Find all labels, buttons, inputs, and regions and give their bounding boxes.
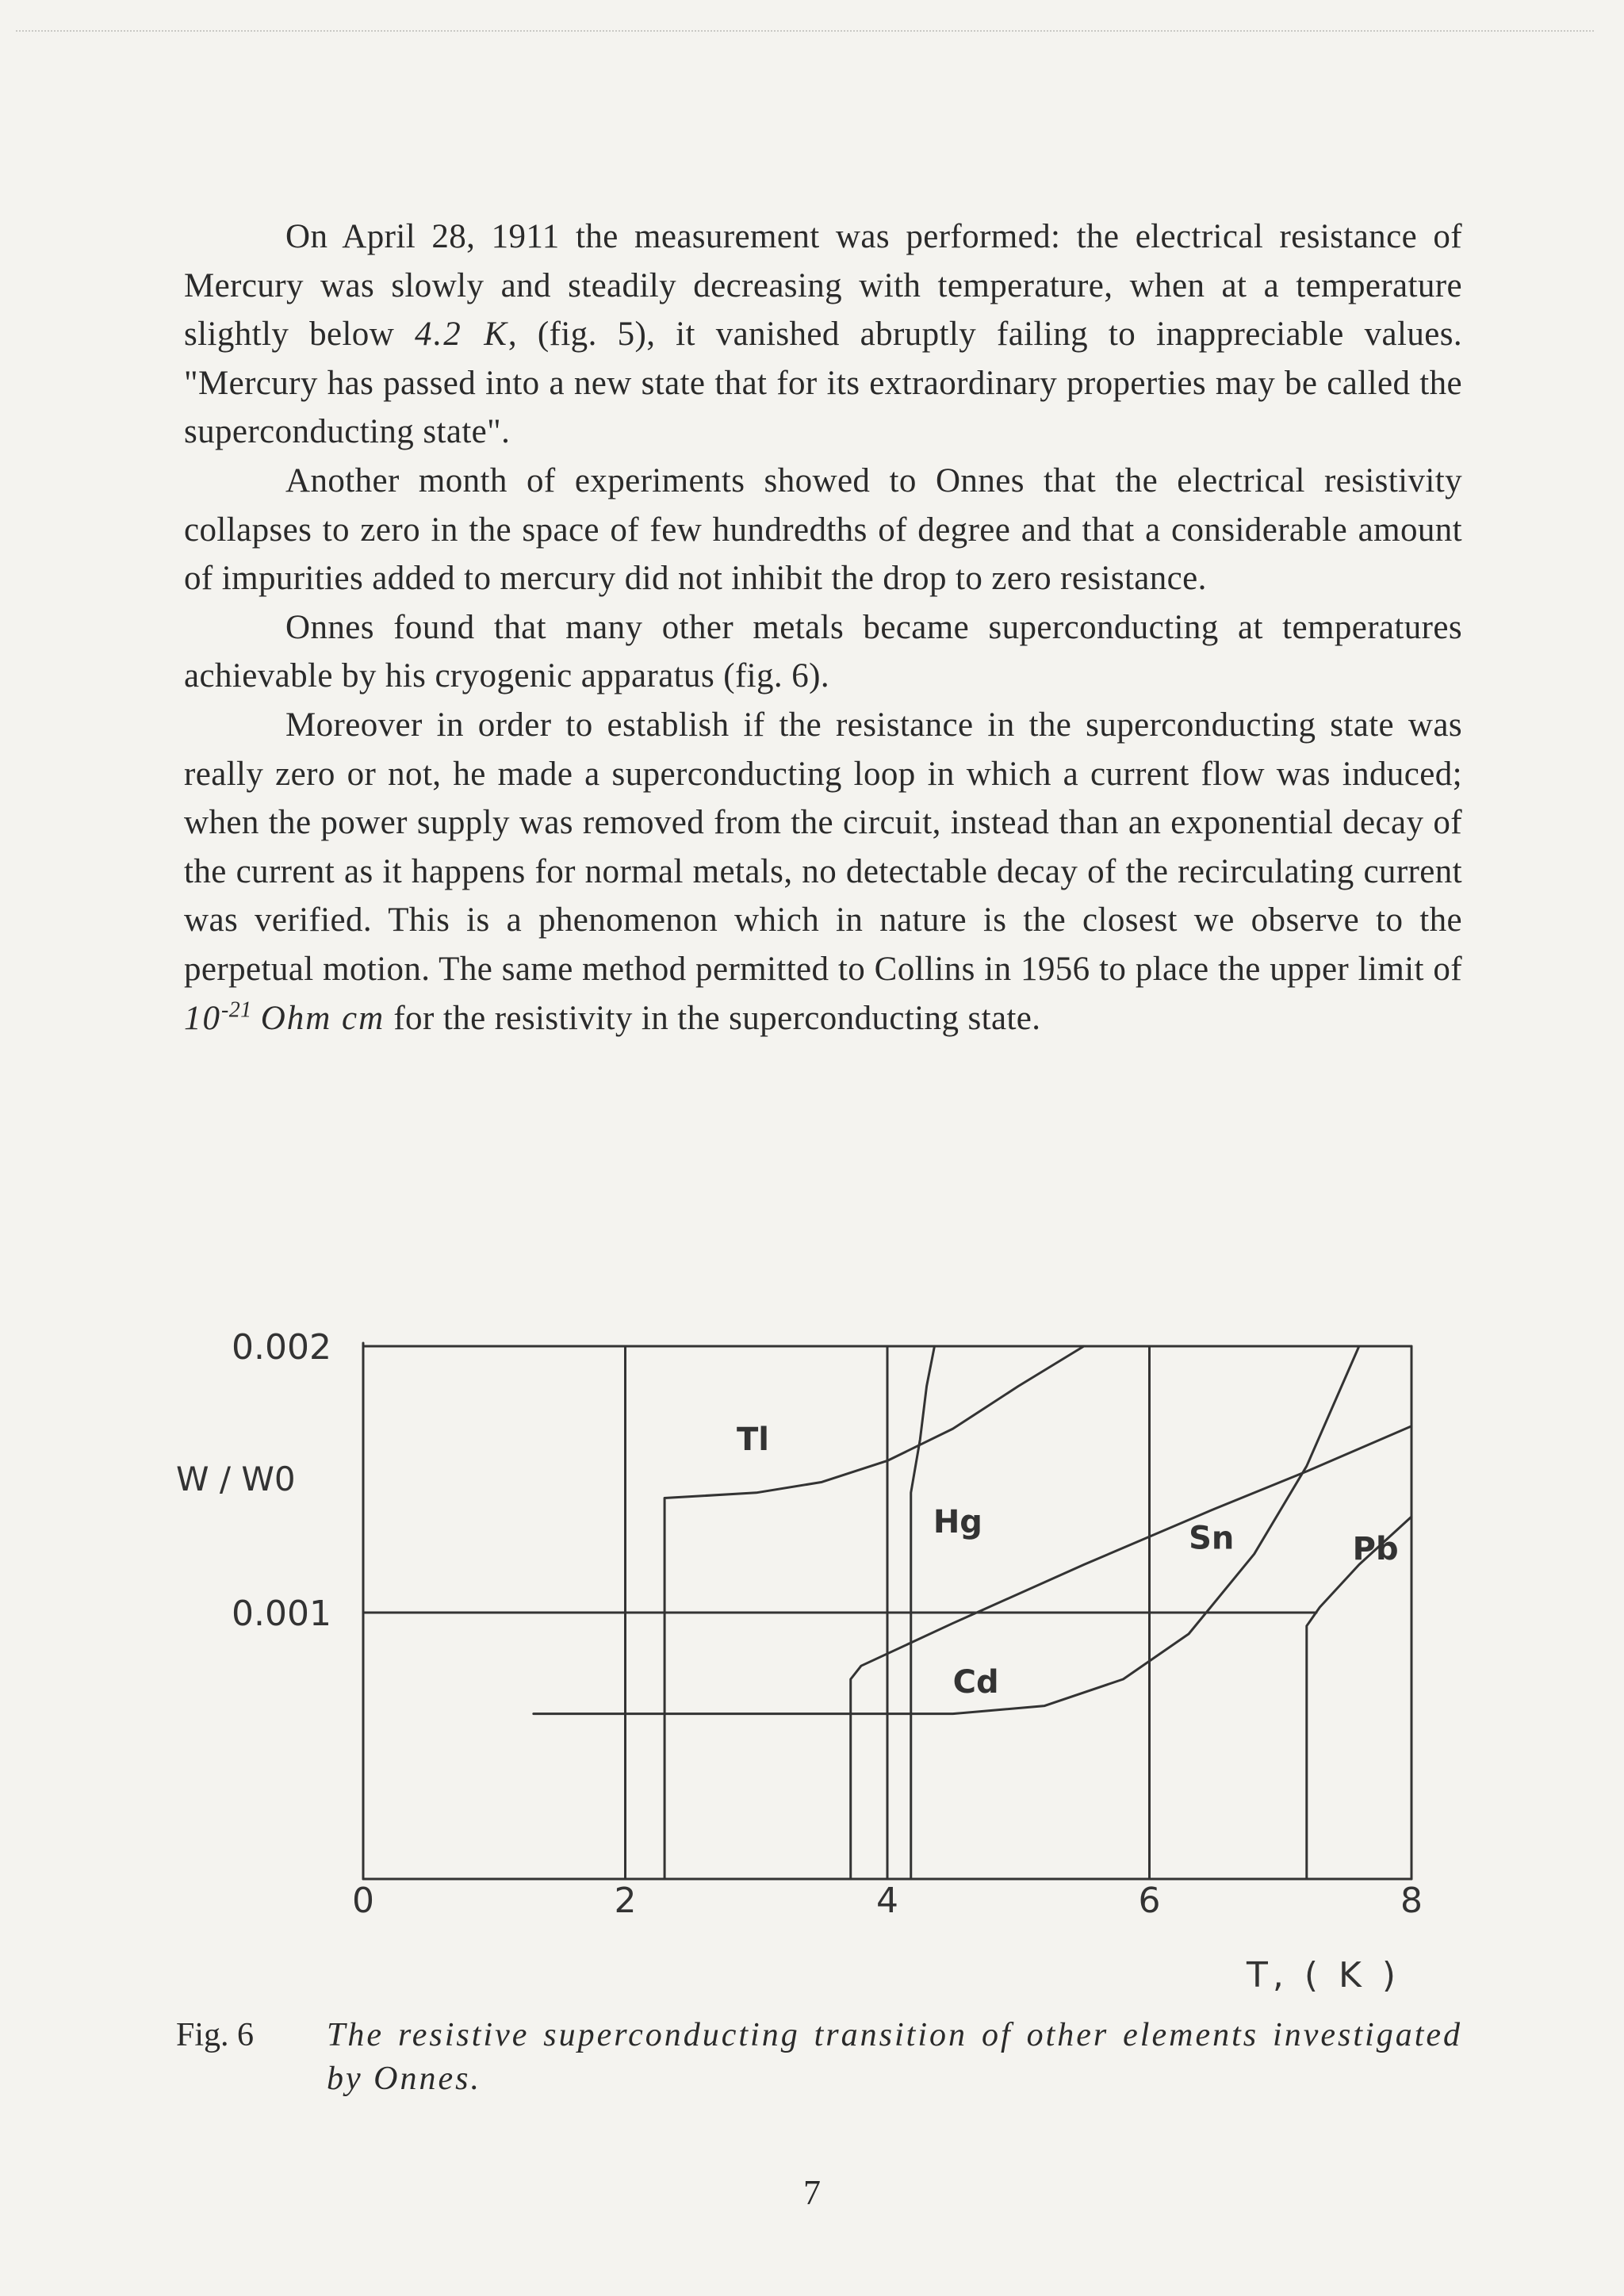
series-label-sn: Sn [1189, 1520, 1235, 1557]
chart-series [534, 1346, 1411, 1879]
x-tick-label-2: 2 [614, 1881, 637, 1921]
x-tick-label-0: 0 [352, 1881, 374, 1921]
y-tick-label-1: 0.002 [232, 1327, 331, 1368]
caption-label: Fig. 6 [176, 2017, 255, 2053]
caption-text: The resistive superconducting transition of other elements investigated by Onnes. [327, 2017, 1462, 2097]
series-cd-curve [534, 1346, 1359, 1714]
series-label-cd: Cd [952, 1663, 999, 1701]
x-tick-label-6: 6 [1138, 1881, 1161, 1921]
series-label-tl: Tl [736, 1422, 769, 1459]
series-label-hg: Hg [933, 1504, 982, 1541]
chart-labels [176, 1327, 1423, 1996]
series-label-pb: Pb [1352, 1530, 1399, 1567]
series-hg-curve [911, 1346, 935, 1879]
series-tl-curve [665, 1346, 1084, 1879]
paragraph-1: On April 28, 1911 the measurement was performed: the electrical resistance of Mercury was slowly and steadily decreasing with temperature, when at a temperature slightly below 4.2 K, (fig. 5), it vanished abruptly failing to inappreciable values. "Mercury has passed into a new state that for its extraordinary properties may be called the superconducting state". [184, 218, 1462, 451]
paragraph-4: Moreover in order to establish if the resistance in the superconducting state was really zero or not, he made a superconducting loop in which a current flow was induced; when the power supply was removed from the circuit, instead than an exponential decay of the current as it happens for normal metals, no detectable decay of the recirculating current was verified. This is a phenomenon which in nature is the closest we observe to the perpetual motion. The same method permitted to Collins in 1956 to place the upper limit of $10^{-21}$ Ohm cm for the resistivity in the superconducting state. [184, 706, 1462, 1037]
x-tick-label-4: 4 [876, 1881, 898, 1921]
scan-edge-noise [16, 30, 1594, 32]
x-tick-label-8: 8 [1400, 1881, 1423, 1921]
chart-gridlines [363, 1346, 1411, 1879]
x-axis-label: T, ( K ) [1247, 1955, 1401, 1996]
y-tick-label-2: 0.001 [232, 1594, 331, 1634]
paragraph-3: Onnes found that many other metals became superconducting at temperatures achievable by his cryogenic apparatus (fig. 6). [184, 608, 1462, 695]
series-pb-curve [1307, 1517, 1411, 1879]
y-axis-label: W / W0 [176, 1460, 296, 1498]
page-number: 7 [803, 2173, 821, 2212]
paragraph-2: Another month of experiments showed to Onnes that the electrical resistivity collapses to zero in the space of few hundredths of degree and that a considerable amount of impurities added to mercury did not inhibit the drop to zero resistance. [184, 461, 1462, 598]
series-sn-curve [851, 1426, 1411, 1879]
body-text [184, 212, 1462, 1043]
chart-frame [363, 1343, 1411, 1879]
